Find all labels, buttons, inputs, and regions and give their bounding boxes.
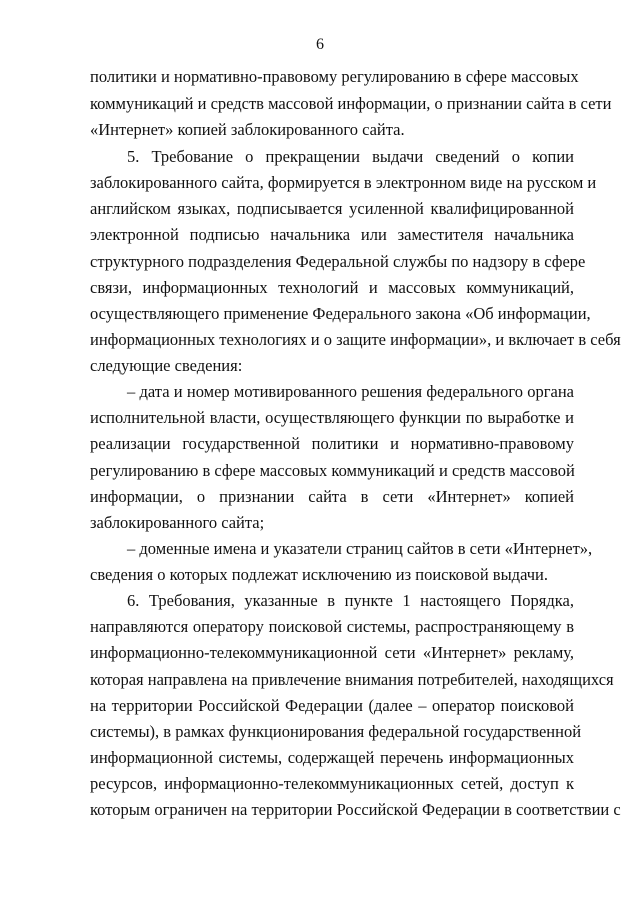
text-line: информационно-телекоммуникационной сети «Интернет» рекламу, [90, 643, 574, 662]
text-line: 5. Требование о прекращении выдачи сведений о копии [127, 147, 574, 166]
text-line: которым ограничен на территории Российской Федерации в соответствии с [90, 800, 621, 819]
text-line: сведения о которых подлежат исключению из поисковой выдачи. [90, 565, 548, 584]
text-line: информационной системы, содержащей перечень информационных [90, 748, 574, 767]
text-line: «Интернет» копией заблокированного сайта. [90, 120, 405, 139]
text-line: электронной подписью начальника или заместителя начальника [90, 225, 574, 244]
text-line: которая направлена на привлечение внимания потребителей, находящихся [90, 670, 614, 689]
text-line: связи, информационных технологий и массовых коммуникаций, [90, 278, 574, 297]
text-line: исполнительной власти, осуществляющего функции по выработке и [90, 408, 574, 427]
text-line: английском языках, подписывается усиленной квалифицированной [90, 199, 574, 218]
text-line: коммуникаций и средств массовой информации, о признании сайта в сети [90, 94, 612, 113]
text-line: информации, о признании сайта в сети «Интернет» копией [90, 487, 574, 506]
text-line: ресурсов, информационно-телекоммуникационных сетей, доступ к [90, 774, 574, 793]
page-number: 6 [316, 36, 324, 53]
text-line: – дата и номер мотивированного решения федерального органа [127, 382, 574, 401]
text-line: реализации государственной политики и нормативно-правовому [90, 434, 574, 453]
text-line: 6. Требования, указанные в пункте 1 настоящего Порядка, [127, 591, 574, 610]
text-line: осуществляющего применение Федерального закона «Об информации, [90, 304, 591, 323]
text-line: информационных технологиях и о защите информации», и включает в себя [90, 330, 621, 349]
text-line: политики и нормативно-правовому регулированию в сфере массовых [90, 67, 579, 86]
text-line: – доменные имена и указатели страниц сайтов в сети «Интернет», [127, 539, 593, 558]
text-line: системы), в рамках функционирования федеральной государственной [90, 722, 582, 741]
text-line: следующие сведения: [90, 356, 243, 375]
text-line: заблокированного сайта; [90, 513, 265, 532]
text-line: регулированию в сфере массовых коммуникаций и средств массовой [90, 461, 575, 480]
text-line: структурного подразделения Федеральной службы по надзору в сфере [90, 252, 586, 271]
text-line: заблокированного сайта, формируется в электронном виде на русском и [90, 173, 597, 192]
text-line: направляются оператору поисковой системы, распространяющему в [90, 617, 574, 636]
text-line: на территории Российской Федерации (далее – оператор поисковой [90, 696, 574, 715]
